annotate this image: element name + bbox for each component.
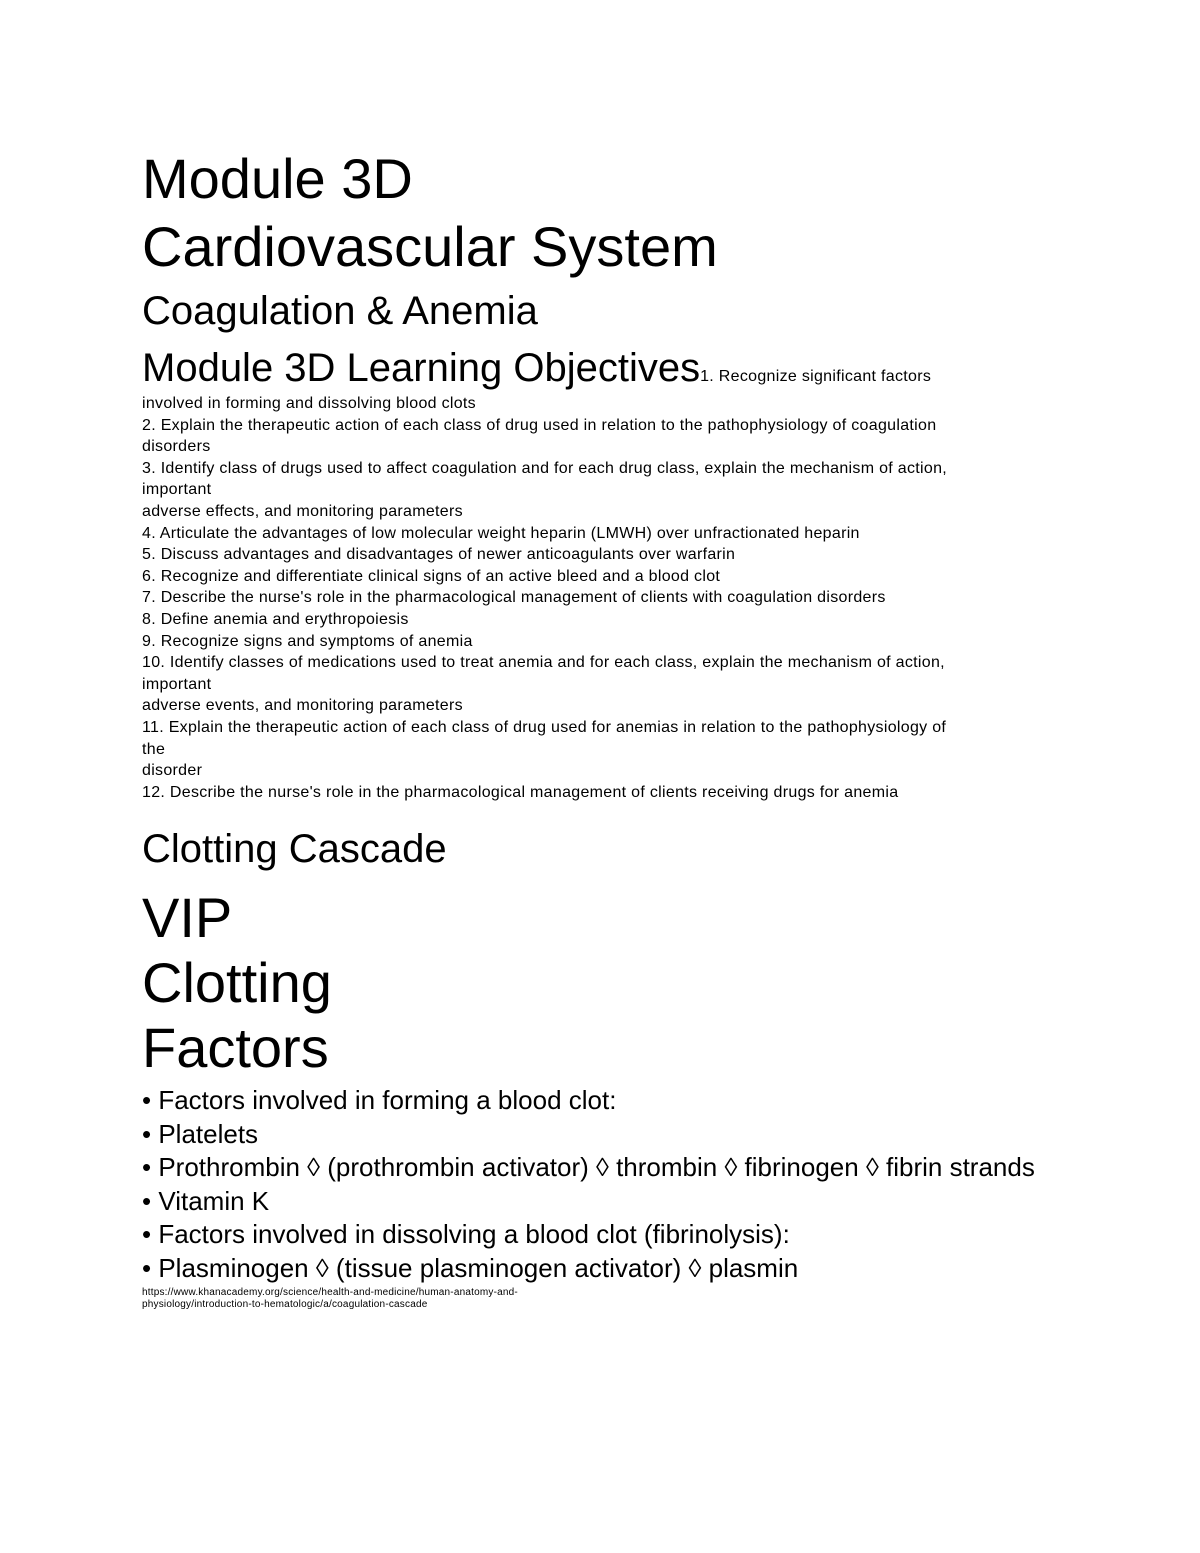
objective-line: 4. Articulate the advantages of low molecular weight heparin (LMWH) over unfractionated heparin xyxy=(142,524,860,542)
objective-line: the xyxy=(142,740,166,758)
bullet-item: • Factors involved in forming a blood clot: xyxy=(142,1085,617,1116)
objective-line: 7. Describe the nurse's role in the pharmacological management of clients with coagulation disorders xyxy=(142,589,886,607)
bullet-item: • Platelets xyxy=(142,1118,259,1149)
objective-line: 5. Discuss advantages and disadvantages of newer anticoagulants over warfarin xyxy=(142,546,736,564)
vip-heading-line: Factors xyxy=(142,1016,329,1080)
vip-heading-line: Clotting xyxy=(142,951,332,1015)
objectives-heading-line xyxy=(142,343,1052,393)
bullet-item: • Vitamin K xyxy=(142,1185,270,1216)
title-module: Module 3D xyxy=(142,147,413,210)
source-url-line: physiology/introduction-to-hematologic/a/coagulation-cascade xyxy=(142,1299,428,1311)
objective-line: involved in forming and dissolving blood clots xyxy=(142,395,476,412)
objective-line: disorders xyxy=(142,438,211,456)
objective-line: adverse events, and monitoring parameters xyxy=(142,697,463,715)
vip-heading-line: VIP xyxy=(142,886,233,950)
objective-line: adverse effects, and monitoring parameters xyxy=(142,502,463,520)
objective-line: 9. Recognize signs and symptoms of anemia xyxy=(142,632,473,650)
objectives-heading: Module 3D Learning Objectives xyxy=(142,346,701,390)
clotting-factors-list xyxy=(142,1084,1052,1285)
source-url-line: https://www.khanacademy.org/science/health-and-medicine/human-anatomy-and- xyxy=(142,1287,518,1299)
source-url[interactable] xyxy=(142,1287,582,1311)
objective-item: 1. Recognize significant factors xyxy=(700,368,932,385)
objective-line: 11. Explain the therapeutic action of each class of drug used for anemias in relation to the pathophysiology of xyxy=(142,718,947,736)
objective-line: disorder xyxy=(142,762,203,780)
objectives-list xyxy=(142,393,1052,803)
vip-section xyxy=(142,885,1052,1311)
bullet-item: • Prothrombin ◊ (prothrombin activator) ◊ thrombin ◊ fibrinogen ◊ fibrin strands xyxy=(142,1152,1035,1183)
objective-line: 8. Define anemia and erythropoiesis xyxy=(142,610,409,628)
objective-line: 3. Identify class of drugs used to affect coagulation and for each drug class, explain the mechanism of action, xyxy=(142,459,948,477)
objective-line: 10. Identify classes of medications used to treat anemia and for each class, explain the mechanism of action, xyxy=(142,654,945,672)
objective-line: important xyxy=(142,481,212,499)
objective-line: important xyxy=(142,675,212,693)
objective-line: 2. Explain the therapeutic action of each class of drug used in relation to the pathophysiology of coagulation xyxy=(142,416,937,434)
objectives-section xyxy=(142,343,1052,803)
clotting-cascade-heading: Clotting Cascade xyxy=(142,827,447,872)
bullet-item: • Factors involved in dissolving a blood clot (fibrinolysis): xyxy=(142,1219,790,1250)
subtitle: Coagulation & Anemia xyxy=(142,289,538,333)
objective-line: 12. Describe the nurse's role in the pharmacological management of clients receiving drugs for anemia xyxy=(142,783,899,801)
document-page xyxy=(142,145,1052,1311)
title-system: Cardiovascular System xyxy=(142,215,718,278)
bullet-item: • Plasminogen ◊ (tissue plasminogen activator) ◊ plasmin xyxy=(142,1252,799,1283)
objective-line: 6. Recognize and differentiate clinical signs of an active bleed and a blood clot xyxy=(142,567,721,585)
